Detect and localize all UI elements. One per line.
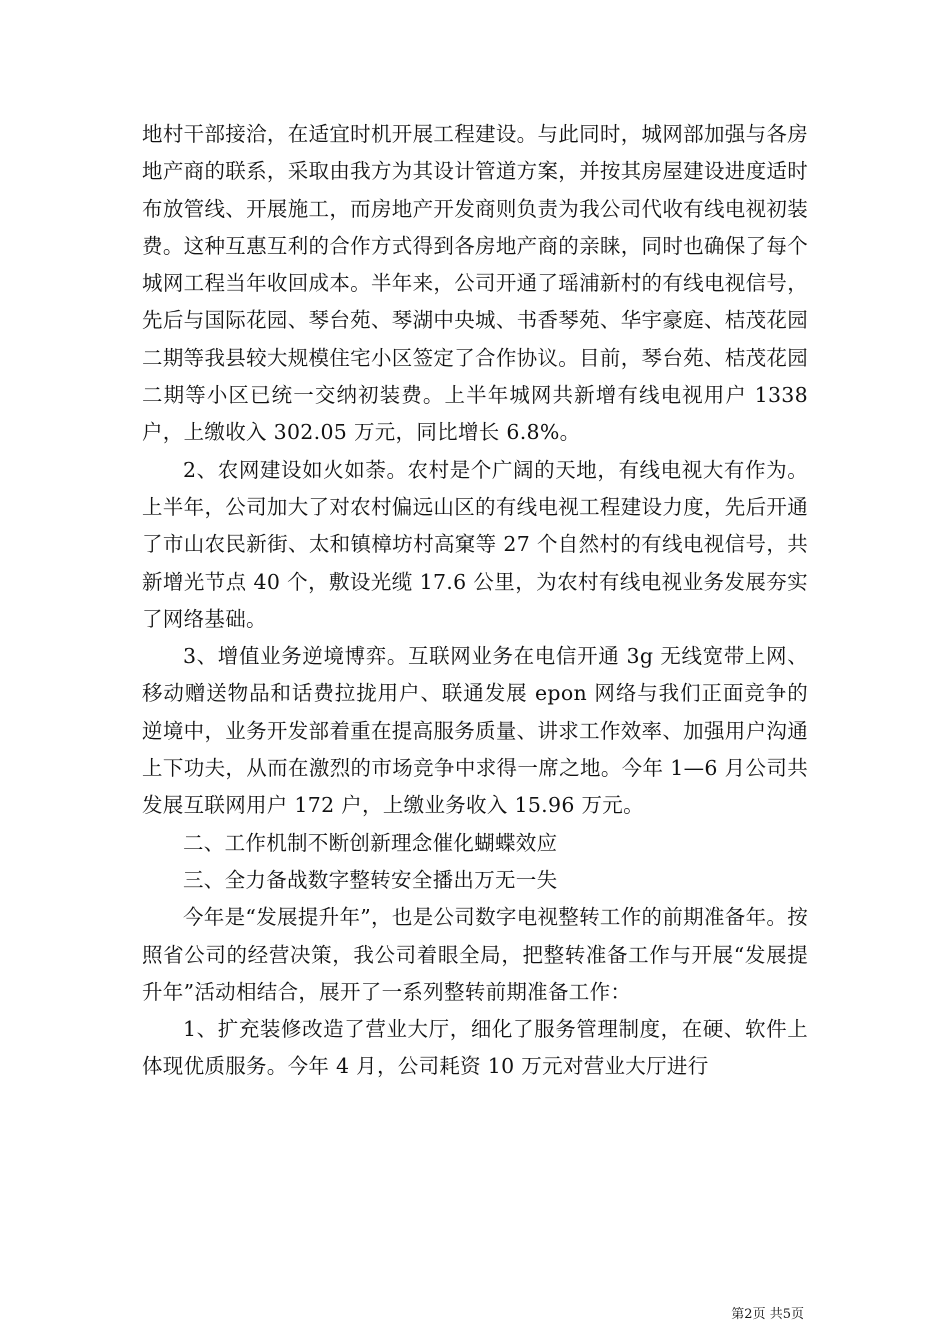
paragraph-continuation: 地村干部接洽，在适宜时机开展工程建设。与此同时，城网部加强与各房地产商的联系，采取由我方为其设计管道方案，并按其房屋建设进度适时布放管线、开展施工，而房地产开发商则负责为我公司代收有线电视初装费。这种互惠互利的合作方式得到各房地产商的亲睐，同时也确保了每个城网工程当年收回成本。半年来，公司开通了瑶浦新村的有线电视信号，先后与国际花园、琴台苑、琴湖中央城、书香琴苑、华宇豪庭、桔茂花园二期等我县较大规模住宅小区签定了合作协议。目前，琴台苑、桔茂花园二期等小区已统一交纳初装费。上半年城网共新增有线电视用户 1338 户，上缴收入 302.05 万元，同比增长 6.8%。 (142, 122, 808, 445)
footer-suffix: 页 (790, 1307, 804, 1322)
paragraph-value-added: 3、增值业务逆境博弈。互联网业务在电信开通 3g 无线宽带上网、移动赠送物品和话费拉拢用户、联通发展 epon 网络与我们正面竞争的逆境中，业务开发部着重在提高服务质量、讲求工作效率、加强用户沟通上下功夫，从而在激烈的市场竞争中求得一席之地。今年 1—6 月公司共发展互联网用户 172 户，上缴业务收入 15.96 万元。 (142, 644, 808, 818)
footer-prefix: 第 (731, 1307, 745, 1322)
section-heading-3: 三、全力备战数字整转安全播出万无一失 (183, 867, 558, 892)
footer-middle: 页 共 (752, 1307, 783, 1322)
section-heading-2: 二、工作机制不断创新理念催化蝴蝶效应 (183, 830, 558, 855)
paragraph-business-hall: 1、扩充装修改造了营业大厅，细化了服务管理制度，在硬、软件上体现优质服务。今年 4 月，公司耗资 10 万元对营业大厅进行 (142, 1017, 808, 1079)
document-body (142, 116, 808, 1086)
page-number-footer (731, 1303, 804, 1322)
footer-total-pages: 5 (782, 1307, 791, 1322)
paragraph-rural-network: 2、农网建设如火如荼。农村是个广阔的天地，有线电视大有作为。上半年，公司加大了对农村偏远山区的有线电视工程建设力度，先后开通了市山农民新街、太和镇樟坊村高窠等 27 个自然村的有线电视信号，共新增光节点 40 个，敷设光缆 17.6 公里，为农村有线电视业务发展夯实了网络基础。 (142, 457, 808, 631)
footer-current-page: 2 (744, 1307, 753, 1322)
paragraph-development-year: 今年是“发展提升年”，也是公司数字电视整转工作的前期准备年。按照省公司的经营决策，我公司着眼全局，把整转准备工作与开展“发展提升年”活动相结合，展开了一系列整转前期准备工作： (142, 905, 808, 1004)
